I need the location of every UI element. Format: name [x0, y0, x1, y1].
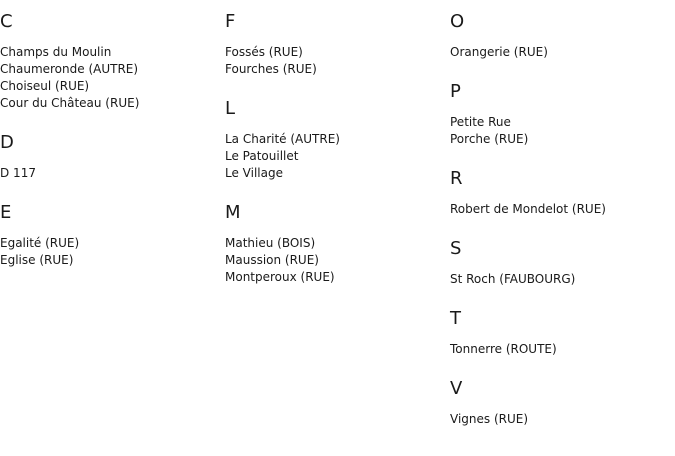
letter-group-s — [450, 236, 670, 288]
letter-group-r — [450, 166, 670, 218]
street-list — [450, 411, 670, 428]
street-link[interactable]: Tonnerre (ROUTE) — [450, 342, 557, 356]
street-link[interactable]: Le Village — [225, 166, 283, 180]
street-link[interactable]: Robert de Mondelot (RUE) — [450, 202, 606, 216]
letter-heading: C — [0, 11, 13, 32]
letter-heading: S — [450, 238, 462, 259]
street-link[interactable]: Porche (RUE) — [450, 132, 529, 146]
letter-heading: M — [225, 202, 241, 223]
street-list — [225, 131, 445, 182]
street-link[interactable]: Orangerie (RUE) — [450, 45, 548, 59]
street-list — [450, 271, 670, 288]
street-link[interactable]: Montperoux (RUE) — [225, 270, 335, 284]
street-link[interactable]: Petite Rue — [450, 115, 511, 129]
letter-heading: D — [0, 132, 14, 153]
street-list — [225, 235, 445, 286]
street-list — [0, 165, 220, 182]
street-list — [450, 114, 670, 148]
street-list — [225, 44, 445, 78]
letter-group-l — [225, 96, 445, 182]
street-link[interactable]: Champs du Moulin — [0, 45, 112, 59]
street-index-column-2 — [225, 9, 445, 304]
street-link[interactable]: Fourches (RUE) — [225, 62, 317, 76]
letter-heading: F — [225, 11, 236, 32]
letter-group-f — [225, 9, 445, 78]
letter-heading: T — [450, 308, 461, 329]
street-link[interactable]: Mathieu (BOIS) — [225, 236, 316, 250]
letter-heading: E — [0, 202, 12, 223]
street-link[interactable]: St Roch (FAUBOURG) — [450, 272, 576, 286]
letter-heading: L — [225, 98, 236, 119]
street-link[interactable]: D 117 — [0, 166, 36, 180]
letter-group-t — [450, 306, 670, 358]
street-link[interactable]: Vignes (RUE) — [450, 412, 529, 426]
street-index-column-3 — [450, 9, 670, 446]
street-link[interactable]: Fossés (RUE) — [225, 45, 303, 59]
street-index-column-1 — [0, 9, 220, 287]
street-link[interactable]: Choiseul (RUE) — [0, 79, 90, 93]
street-link[interactable]: Maussion (RUE) — [225, 253, 319, 267]
letter-group-d — [0, 130, 220, 182]
street-link[interactable]: Egalité (RUE) — [0, 236, 80, 250]
letter-group-o — [450, 9, 670, 61]
street-link[interactable]: Chaumeronde (AUTRE) — [0, 62, 139, 76]
letter-group-c — [0, 9, 220, 112]
letter-heading: R — [450, 168, 463, 189]
street-link[interactable]: Cour du Château (RUE) — [0, 96, 140, 110]
street-list — [0, 235, 220, 269]
street-link[interactable]: Le Patouillet — [225, 149, 299, 163]
letter-group-m — [225, 200, 445, 286]
street-list — [450, 341, 670, 358]
letter-heading: P — [450, 81, 461, 102]
letter-group-e — [0, 200, 220, 269]
letter-heading: O — [450, 11, 465, 32]
street-link[interactable]: La Charité (AUTRE) — [225, 132, 340, 146]
letter-group-v — [450, 376, 670, 428]
street-list — [450, 201, 670, 218]
street-list — [450, 44, 670, 61]
street-list — [0, 44, 220, 112]
letter-heading: V — [450, 378, 463, 399]
street-link[interactable]: Eglise (RUE) — [0, 253, 74, 267]
letter-group-p — [450, 79, 670, 148]
